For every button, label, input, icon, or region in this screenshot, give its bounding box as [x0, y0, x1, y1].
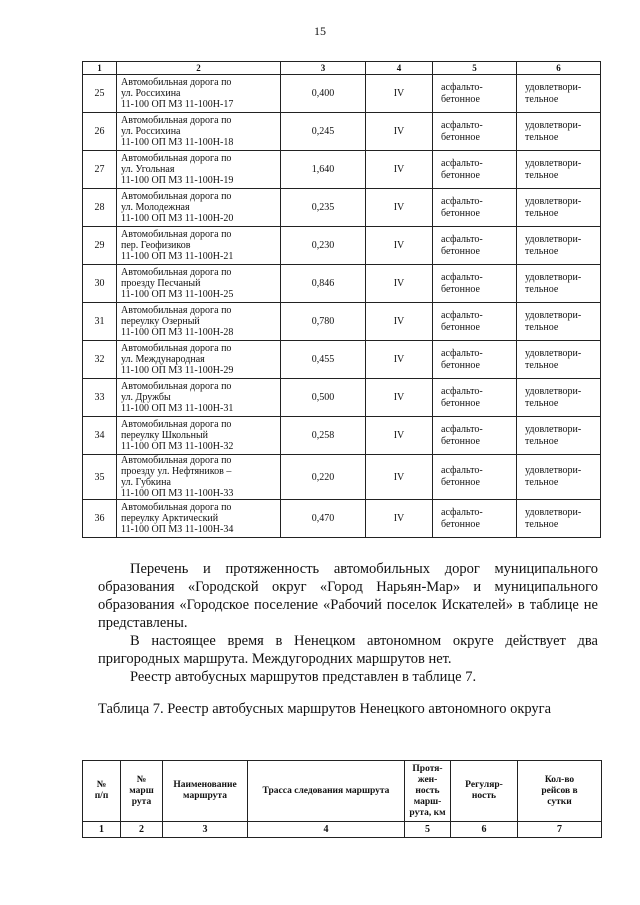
- routes-header-line: п/п: [94, 791, 109, 801]
- routes-header-line: Кол-во: [544, 774, 575, 785]
- road-name-line: Автомобильная дорога по: [121, 77, 232, 88]
- row-number: 36: [83, 500, 117, 538]
- road-name-line: переулку Школьный: [121, 430, 209, 441]
- paragraph-2-text: В настоящее время в Ненецком автономном округе действует два пригородных маршрута. Междугородних маршрутов нет.: [98, 633, 598, 667]
- road-state-line: тельное: [525, 435, 559, 447]
- road-surface: [433, 500, 517, 538]
- road-code: 11-100 ОП МЗ 11-100Н-20: [121, 213, 234, 224]
- row-number: 33: [83, 379, 117, 417]
- road-surface-line: бетонное: [441, 93, 480, 105]
- routes-column-number: 3: [163, 822, 248, 838]
- road-code: 11-100 ОП МЗ 11-100Н-32: [121, 441, 234, 452]
- road-length: 0,400: [281, 75, 366, 113]
- road-surface-line: асфальто-: [441, 195, 483, 207]
- table-row: [83, 455, 601, 500]
- road-name-line: ул. Угольная: [121, 164, 175, 175]
- road-surface-line: бетонное: [441, 359, 480, 371]
- road-table-header-cell: 4: [366, 62, 433, 75]
- road-surface-line: асфальто-: [441, 233, 483, 245]
- table-row: [83, 500, 601, 538]
- table-row: [83, 417, 601, 455]
- road-surface: [433, 227, 517, 265]
- road-state-line: тельное: [525, 169, 559, 181]
- table-row: [83, 341, 601, 379]
- road-category: IV: [366, 417, 433, 455]
- road-category: IV: [366, 455, 433, 500]
- road-state-line: удовлетвори-: [525, 423, 582, 435]
- road-state-line: удовлетвори-: [525, 506, 582, 518]
- road-length: 0,258: [281, 417, 366, 455]
- routes-table: [82, 760, 602, 838]
- table-row: [83, 189, 601, 227]
- row-number: 26: [83, 113, 117, 151]
- road-name-line: ул. Россихина: [121, 88, 181, 99]
- road-length: 0,780: [281, 303, 366, 341]
- road-name-cell: [117, 500, 281, 538]
- road-surface: [433, 455, 517, 500]
- road-category: IV: [366, 500, 433, 538]
- road-surface-line: бетонное: [441, 477, 480, 488]
- row-number: 32: [83, 341, 117, 379]
- routes-column-number: 6: [451, 822, 518, 838]
- road-surface: [433, 113, 517, 151]
- table-row: [83, 303, 601, 341]
- table-row: [83, 113, 601, 151]
- road-surface-line: бетонное: [441, 321, 480, 333]
- road-length: 0,230: [281, 227, 366, 265]
- road-length: 0,500: [281, 379, 366, 417]
- routes-header-line: Трасса следования маршрута: [262, 785, 390, 796]
- road-name-line: проезду ул. Нефтяников –: [121, 466, 232, 477]
- road-name-line: Автомобильная дорога по: [121, 229, 232, 240]
- row-number: 27: [83, 151, 117, 189]
- road-state: [517, 113, 601, 151]
- road-name-line: проезду Песчаный: [121, 278, 201, 289]
- road-code: 11-100 ОП МЗ 11-100Н-19: [121, 175, 234, 186]
- row-number: 31: [83, 303, 117, 341]
- road-surface-line: бетонное: [441, 131, 480, 143]
- road-surface-line: асфальто-: [441, 385, 483, 397]
- road-surface-line: асфальто-: [441, 506, 483, 518]
- road-surface: [433, 75, 517, 113]
- road-name-line: Автомобильная дорога по: [121, 455, 232, 466]
- road-state: [517, 75, 601, 113]
- road-surface-line: асфальто-: [441, 423, 483, 435]
- road-length: 0,470: [281, 500, 366, 538]
- road-state: [517, 417, 601, 455]
- road-surface-line: асфальто-: [441, 271, 483, 283]
- routes-header-cell: [405, 761, 451, 822]
- road-table: [82, 61, 601, 538]
- paragraph-1-text: Перечень и протяженность автомобильных дорог муниципального образования «Городской округ «Город Нарьян-Мар» и муниципального образования «Городское поселение «Рабочий поселок Искателей» в таблице не представлены.: [98, 561, 598, 631]
- road-table-header-cell: 6: [517, 62, 601, 75]
- routes-header-cell: [248, 761, 405, 822]
- road-name-line: ул. Дружбы: [121, 392, 171, 403]
- routes-header-line: жен-: [417, 774, 438, 785]
- road-category: IV: [366, 189, 433, 227]
- road-table-header-cell: 5: [433, 62, 517, 75]
- road-name-cell: [117, 113, 281, 151]
- road-state-line: удовлетвори-: [525, 271, 582, 283]
- road-surface-line: бетонное: [441, 169, 480, 181]
- road-surface-line: бетонное: [441, 207, 480, 219]
- road-state-line: удовлетвори-: [525, 233, 582, 245]
- road-name-line: ул. Губкина: [121, 477, 171, 488]
- road-category: IV: [366, 341, 433, 379]
- page-number: 15: [314, 24, 326, 38]
- routes-header-line: рейсов в: [541, 785, 578, 796]
- road-state-line: удовлетвори-: [525, 195, 582, 207]
- road-name-line: переулку Арктический: [121, 513, 219, 524]
- routes-header-line: маршрута: [183, 791, 227, 801]
- routes-column-number: 4: [248, 822, 405, 838]
- routes-header-cell: [451, 761, 518, 822]
- routes-header-line: рута, км: [409, 807, 446, 818]
- road-code: 11-100 ОП МЗ 11-100Н-18: [121, 137, 234, 148]
- road-name-line: Автомобильная дорога по: [121, 305, 232, 316]
- routes-column-number: 5: [405, 822, 451, 838]
- road-state-line: удовлетвори-: [525, 119, 582, 131]
- routes-header-line: №: [136, 774, 147, 785]
- road-category: IV: [366, 113, 433, 151]
- road-surface: [433, 265, 517, 303]
- routes-column-number: 7: [518, 822, 602, 838]
- road-name-cell: [117, 75, 281, 113]
- routes-header-line: марш-: [413, 796, 442, 807]
- road-state: [517, 265, 601, 303]
- road-surface: [433, 303, 517, 341]
- road-state-line: удовлетвори-: [525, 347, 582, 359]
- table-row: [83, 379, 601, 417]
- road-length: 0,235: [281, 189, 366, 227]
- routes-number-row: [83, 822, 602, 838]
- routes-header-line: сутки: [547, 796, 572, 807]
- road-state-line: удовлетвори-: [525, 157, 582, 169]
- road-state-line: тельное: [525, 397, 559, 409]
- road-surface-line: асфальто-: [441, 81, 483, 93]
- road-category: IV: [366, 379, 433, 417]
- road-surface-line: асфальто-: [441, 157, 483, 169]
- table-row: [83, 75, 601, 113]
- routes-header-line: Регуляр-: [465, 780, 503, 790]
- road-name-line: ул. Россихина: [121, 126, 181, 137]
- routes-header-cell: [163, 761, 248, 822]
- routes-column-number: 2: [121, 822, 163, 838]
- road-name-line: Автомобильная дорога по: [121, 502, 232, 513]
- road-state: [517, 379, 601, 417]
- row-number: 34: [83, 417, 117, 455]
- road-surface-line: бетонное: [441, 518, 480, 530]
- routes-header-line: марш: [129, 785, 154, 796]
- road-state-line: тельное: [525, 245, 559, 257]
- road-state-line: удовлетвори-: [525, 465, 582, 476]
- road-state: [517, 455, 601, 500]
- road-name-line: Автомобильная дорога по: [121, 115, 232, 126]
- road-length: 0,245: [281, 113, 366, 151]
- road-name-line: Автомобильная дорога по: [121, 153, 232, 164]
- road-surface-line: асфальто-: [441, 465, 483, 476]
- routes-header-row: [83, 761, 602, 822]
- road-surface-line: бетонное: [441, 245, 480, 257]
- road-name-line: Автомобильная дорога по: [121, 267, 232, 278]
- road-state-line: тельное: [525, 477, 559, 488]
- paragraph-3-text: Реестр автобусных маршрутов представлен в таблице 7.: [130, 669, 477, 685]
- road-name-line: пер. Геофизиков: [121, 240, 191, 251]
- routes-header-cell: [83, 761, 121, 822]
- road-surface-line: бетонное: [441, 283, 480, 295]
- road-surface-line: асфальто-: [441, 119, 483, 131]
- road-name-cell: [117, 303, 281, 341]
- road-name-line: Автомобильная дорога по: [121, 343, 232, 354]
- road-code: 11-100 ОП МЗ 11-100Н-31: [121, 403, 234, 414]
- road-state-line: удовлетвори-: [525, 309, 582, 321]
- row-number: 35: [83, 455, 117, 500]
- road-name-line: ул. Международная: [121, 354, 205, 365]
- table-7-caption: Таблица 7. Реестр автобусных маршрутов Ненецкого автономного округа: [98, 701, 552, 717]
- road-state-line: удовлетвори-: [525, 385, 582, 397]
- routes-header-cell: [518, 761, 602, 822]
- row-number: 30: [83, 265, 117, 303]
- road-name-line: Автомобильная дорога по: [121, 381, 232, 392]
- road-name-cell: [117, 189, 281, 227]
- road-name-line: переулку Озерный: [121, 316, 200, 327]
- road-surface-line: бетонное: [441, 397, 480, 409]
- road-state: [517, 500, 601, 538]
- road-surface: [433, 341, 517, 379]
- road-table-header-row: [83, 62, 601, 75]
- road-category: IV: [366, 227, 433, 265]
- road-name-cell: [117, 151, 281, 189]
- road-length: 1,640: [281, 151, 366, 189]
- table-row: [83, 265, 601, 303]
- road-table-header-cell: 1: [83, 62, 117, 75]
- routes-header-line: Наименование: [173, 780, 237, 790]
- road-length: 0,220: [281, 455, 366, 500]
- road-surface-line: асфальто-: [441, 347, 483, 359]
- road-surface-line: бетонное: [441, 435, 480, 447]
- road-name-cell: [117, 455, 281, 500]
- road-length: 0,455: [281, 341, 366, 379]
- routes-header-line: ность: [471, 791, 497, 801]
- road-surface: [433, 379, 517, 417]
- row-number: 28: [83, 189, 117, 227]
- road-code: 11-100 ОП МЗ 11-100Н-17: [121, 99, 234, 110]
- road-name-cell: [117, 265, 281, 303]
- road-table-header-cell: 2: [117, 62, 281, 75]
- road-category: IV: [366, 303, 433, 341]
- road-surface: [433, 417, 517, 455]
- routes-header-line: рута: [131, 796, 152, 807]
- road-state-line: тельное: [525, 321, 559, 333]
- road-state: [517, 189, 601, 227]
- routes-header-line: ность: [415, 785, 440, 796]
- road-code: 11-100 ОП МЗ 11-100Н-34: [121, 524, 234, 535]
- road-category: IV: [366, 151, 433, 189]
- table-row: [83, 227, 601, 265]
- road-state: [517, 341, 601, 379]
- road-category: IV: [366, 75, 433, 113]
- paragraph-2: [98, 632, 598, 668]
- table-row: [83, 151, 601, 189]
- road-surface: [433, 151, 517, 189]
- road-code: 11-100 ОП МЗ 11-100Н-28: [121, 327, 234, 338]
- road-name-cell: [117, 341, 281, 379]
- row-number: 25: [83, 75, 117, 113]
- road-category: IV: [366, 265, 433, 303]
- road-code: 11-100 ОП МЗ 11-100Н-33: [121, 488, 234, 499]
- paragraph-1: [98, 560, 598, 632]
- road-state: [517, 303, 601, 341]
- road-length: 0,846: [281, 265, 366, 303]
- road-code: 11-100 ОП МЗ 11-100Н-29: [121, 365, 234, 376]
- road-state-line: тельное: [525, 518, 559, 530]
- road-name-cell: [117, 227, 281, 265]
- routes-header-cell: [121, 761, 163, 822]
- routes-column-number: 1: [83, 822, 121, 838]
- row-number: 29: [83, 227, 117, 265]
- road-code: 11-100 ОП МЗ 11-100Н-21: [121, 251, 234, 262]
- paragraph-3: [98, 668, 598, 686]
- road-state-line: тельное: [525, 93, 559, 105]
- routes-header-line: №: [96, 780, 107, 790]
- road-code: 11-100 ОП МЗ 11-100Н-25: [121, 289, 234, 300]
- road-state: [517, 227, 601, 265]
- road-state-line: удовлетвори-: [525, 81, 582, 93]
- road-surface-line: асфальто-: [441, 309, 483, 321]
- road-name-line: Автомобильная дорога по: [121, 419, 232, 430]
- road-name-line: Автомобильная дорога по: [121, 191, 232, 202]
- road-name-cell: [117, 379, 281, 417]
- road-table-header-cell: 3: [281, 62, 366, 75]
- road-state-line: тельное: [525, 283, 559, 295]
- road-name-cell: [117, 417, 281, 455]
- road-state-line: тельное: [525, 131, 559, 143]
- road-state-line: тельное: [525, 359, 559, 371]
- road-surface: [433, 189, 517, 227]
- road-state-line: тельное: [525, 207, 559, 219]
- road-state: [517, 151, 601, 189]
- routes-header-line: Протя-: [412, 763, 443, 774]
- road-name-line: ул. Молодежная: [121, 202, 190, 213]
